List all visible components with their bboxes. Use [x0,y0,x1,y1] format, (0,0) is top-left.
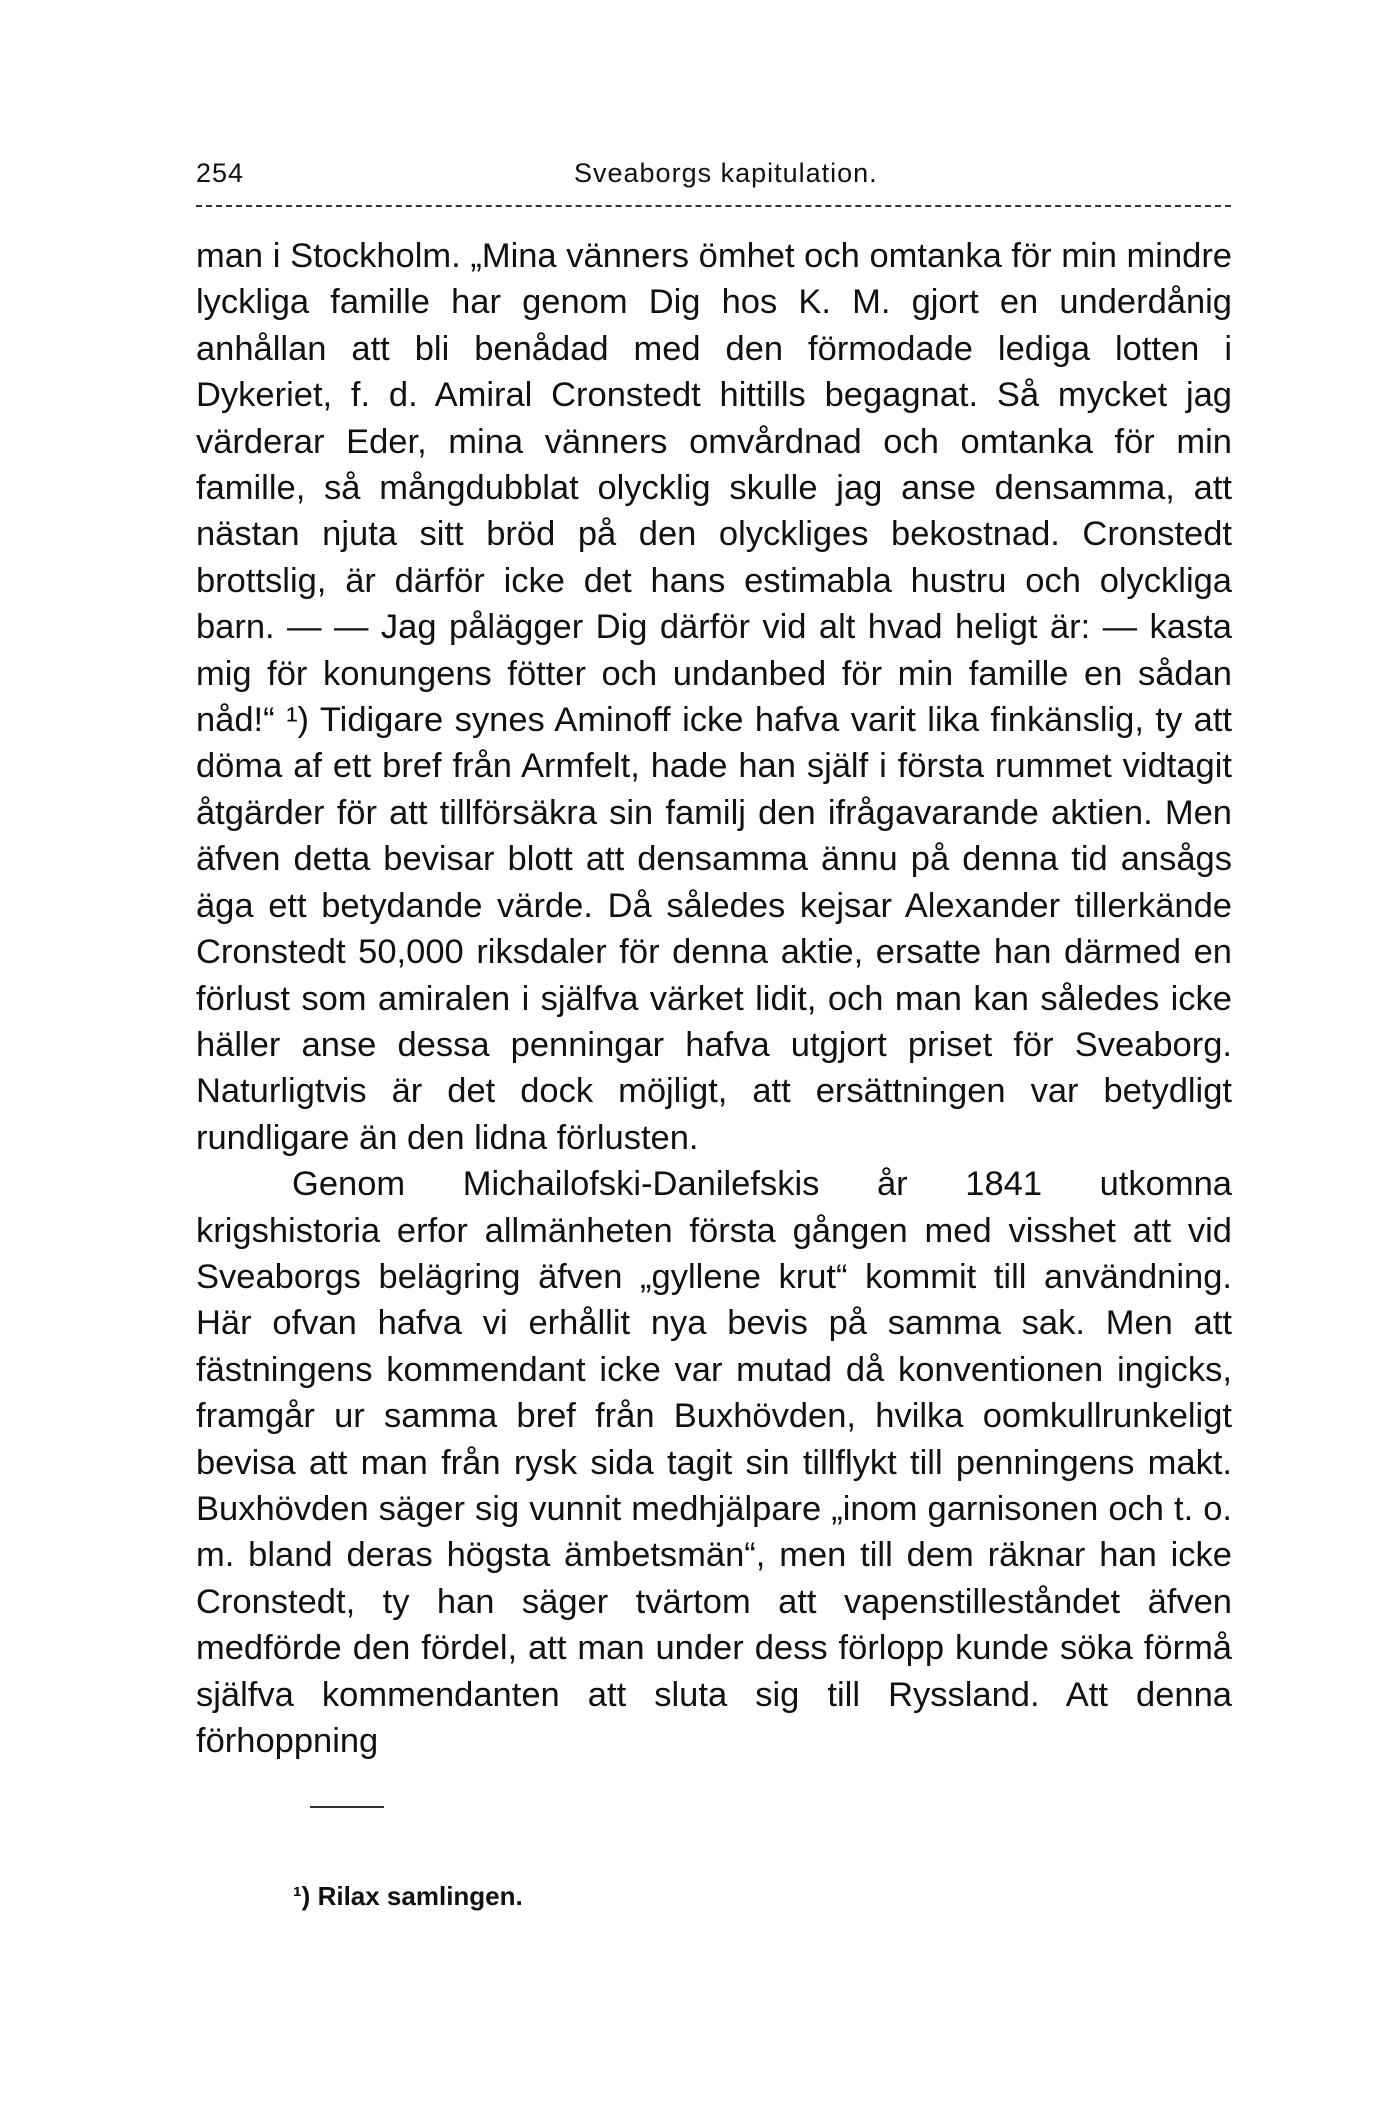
body-text [196,233,1232,1764]
page-number: 254 [196,158,245,188]
running-head [196,158,1231,198]
paragraph: Genom Michailofski-Danilefskis år 1841 utkomna krigshistoria erfor allmänheten första gången med visshet att vid Sveaborgs belägring äfven „gyllene krut“ kommit till användning. Här ofvan hafva vi erhållit nya bevis på samma sak. Men att fästningens kommendant icke var mutad då konventionen ingicks, framgår ur samma bref från Buxhövden, hvilka oomkullrunkeligt bevisa att man från rysk sida tagit sin tillflykt till penningens makt. Buxhövden säger sig vunnit medhjälpare „inom garnisonen och t. o. m. bland deras högsta ämbetsmän“, men till dem räknar han icke Cronstedt, ty han säger tvärtom att vapenstilleståndet äfven medförde den fördel, att man under dess förlopp kunde söka förmå själfva kommendanten att sluta sig till Ryssland. Att denna förhoppning [196,1165,1232,1760]
footnote-text: Rilax samlingen. [317,1881,523,1911]
header-rule [196,205,1231,207]
footnote [293,1881,523,1912]
running-title: Sveaborgs kapitulation. [574,158,878,188]
footnote-marker: ¹) [293,1881,311,1911]
footnote-rule [310,1806,384,1808]
paragraph: man i Stockholm. „Mina vänners ömhet och omtanka för min mindre lyckliga famille har genom Dig hos K. M. gjort en underdånig anhållan att bli benådad med den förmodade lediga lotten i Dykeriet, f. d. Amiral Cronstedt hittills begagnat. Så mycket jag värderar Eder, mina vänners omvårdnad och omtanka för min famille, så mångdubblat olycklig skulle jag anse densamma, att nästan njuta sitt bröd på den olyckliges bekostnad. Cronstedt brottslig, är därför icke det hans estimabla hustru och olyckliga barn. — — Jag pålägger Dig därför vid alt hvad heligt är: — kasta mig för konungens fötter och undanbed för min famille en sådan nåd!“ ¹) Tidigare synes Aminoff icke hafva varit lika finkänslig, ty att döma af ett bref från Armfelt, hade han själf i första rummet vidtagit åtgärder för att tillförsäkra sin familj den ifrågavarande aktien. Men äfven detta bevisar blott att densamma ännu på denna tid ansågs äga ett betydande värde. Då således kejsar Alexander tillerkände Cronstedt 50,000 riksdaler för denna aktie, ersatte han därmed en förlust som amiralen i själfva värket lidit, och man kan således icke häller anse dessa penningar hafva utgjort priset för Sveaborg. Naturligtvis är det dock möjligt, att ersättningen var betydligt rundligare än den lidna förlusten. [196,237,1232,1157]
